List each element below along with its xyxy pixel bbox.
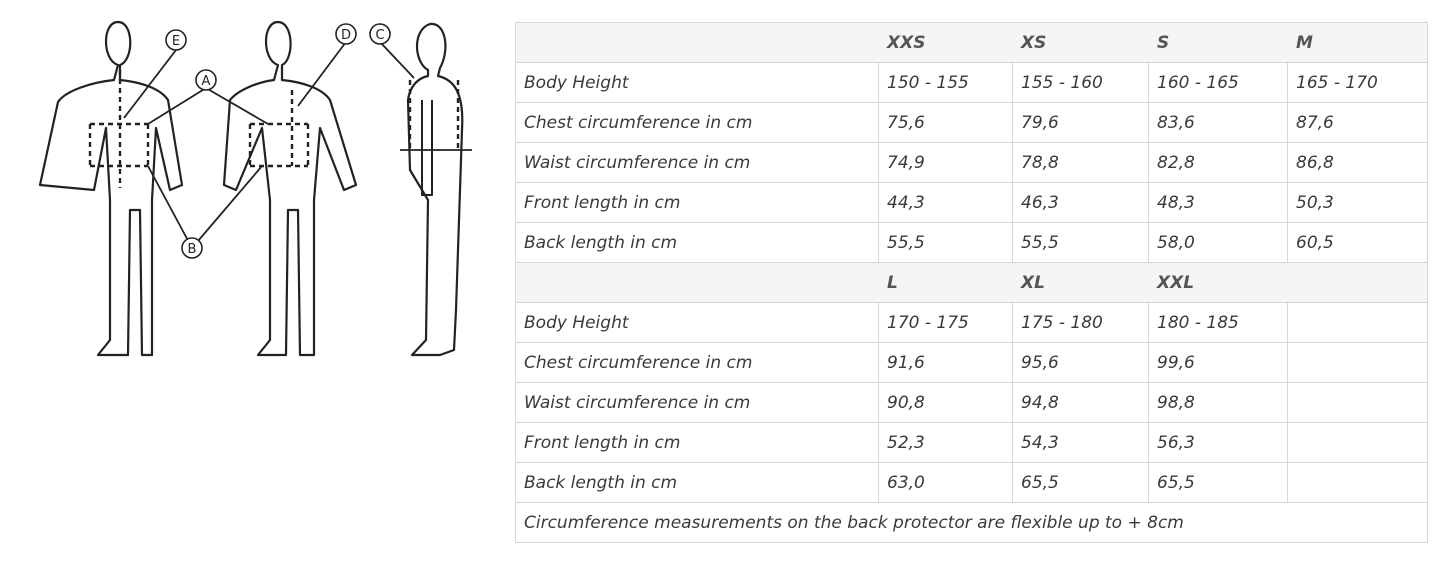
table-row bbox=[516, 183, 1428, 223]
value-cell: 55,5 bbox=[1013, 223, 1149, 263]
row-label: Chest circumference in cm bbox=[516, 103, 879, 143]
row-label: Front length in cm bbox=[516, 423, 879, 463]
note-row bbox=[516, 503, 1428, 543]
value-cell: 165 - 170 bbox=[1288, 63, 1428, 103]
value-cell: 150 - 155 bbox=[879, 63, 1013, 103]
value-cell: 52,3 bbox=[879, 423, 1013, 463]
row-label: Waist circumference in cm bbox=[516, 143, 879, 183]
row-label: Back length in cm bbox=[516, 463, 879, 503]
value-cell bbox=[1288, 463, 1428, 503]
value-cell bbox=[1288, 343, 1428, 383]
table-row bbox=[516, 383, 1428, 423]
value-cell: 55,5 bbox=[879, 223, 1013, 263]
row-label: Front length in cm bbox=[516, 183, 879, 223]
size-header-row bbox=[516, 23, 1428, 63]
body-measurement-diagram bbox=[30, 10, 490, 370]
value-cell: 54,3 bbox=[1013, 423, 1149, 463]
size-header-cell: XXL bbox=[1149, 263, 1288, 303]
value-cell: 155 - 160 bbox=[1013, 63, 1149, 103]
row-label: Chest circumference in cm bbox=[516, 343, 879, 383]
value-cell: 83,6 bbox=[1149, 103, 1288, 143]
value-cell: 79,6 bbox=[1013, 103, 1149, 143]
value-cell: 98,8 bbox=[1149, 383, 1288, 423]
value-cell: 95,6 bbox=[1013, 343, 1149, 383]
value-cell bbox=[1288, 303, 1428, 343]
value-cell: 48,3 bbox=[1149, 183, 1288, 223]
table-row bbox=[516, 463, 1428, 503]
table-row bbox=[516, 103, 1428, 143]
side-view-figure bbox=[408, 24, 462, 355]
row-label: Body Height bbox=[516, 303, 879, 343]
size-header-cell: XL bbox=[1013, 263, 1149, 303]
value-cell bbox=[1288, 383, 1428, 423]
table-row bbox=[516, 63, 1428, 103]
table-row bbox=[516, 143, 1428, 183]
value-cell: 175 - 180 bbox=[1013, 303, 1149, 343]
table-row bbox=[516, 303, 1428, 343]
value-cell: 65,5 bbox=[1149, 463, 1288, 503]
row-label: Waist circumference in cm bbox=[516, 383, 879, 423]
value-cell: 50,3 bbox=[1288, 183, 1428, 223]
size-header-cell: M bbox=[1288, 23, 1428, 63]
value-cell: 44,3 bbox=[879, 183, 1013, 223]
value-cell: 160 - 165 bbox=[1149, 63, 1288, 103]
value-cell: 63,0 bbox=[879, 463, 1013, 503]
marker-b: B bbox=[187, 242, 197, 257]
value-cell: 99,6 bbox=[1149, 343, 1288, 383]
value-cell: 170 - 175 bbox=[879, 303, 1013, 343]
value-cell: 94,8 bbox=[1013, 383, 1149, 423]
value-cell: 86,8 bbox=[1288, 143, 1428, 183]
value-cell: 91,6 bbox=[879, 343, 1013, 383]
size-header-cell: XXS bbox=[879, 23, 1013, 63]
value-cell: 78,8 bbox=[1013, 143, 1149, 183]
marker-d: D bbox=[340, 28, 352, 43]
marker-e: E bbox=[171, 34, 181, 49]
value-cell: 60,5 bbox=[1288, 223, 1428, 263]
value-cell: 46,3 bbox=[1013, 183, 1149, 223]
size-header-cell: XS bbox=[1013, 23, 1149, 63]
table-row bbox=[516, 223, 1428, 263]
footnote: Circumference measurements on the back protector are flexible up to + 8cm bbox=[516, 503, 1428, 543]
value-cell: 58,0 bbox=[1149, 223, 1288, 263]
size-chart-table bbox=[515, 22, 1428, 543]
header-blank-cell bbox=[516, 23, 879, 63]
value-cell: 180 - 185 bbox=[1149, 303, 1288, 343]
size-header-cell bbox=[1288, 263, 1428, 303]
row-label: Back length in cm bbox=[516, 223, 879, 263]
table-row bbox=[516, 423, 1428, 463]
size-header-cell: S bbox=[1149, 23, 1288, 63]
value-cell: 65,5 bbox=[1013, 463, 1149, 503]
value-cell: 90,8 bbox=[879, 383, 1013, 423]
value-cell bbox=[1288, 423, 1428, 463]
value-cell: 82,8 bbox=[1149, 143, 1288, 183]
marker-c: C bbox=[375, 28, 385, 43]
row-label: Body Height bbox=[516, 63, 879, 103]
marker-a: A bbox=[201, 74, 211, 89]
value-cell: 74,9 bbox=[879, 143, 1013, 183]
body-figures-svg bbox=[30, 10, 490, 370]
size-header-row bbox=[516, 263, 1428, 303]
size-header-cell: L bbox=[879, 263, 1013, 303]
value-cell: 87,6 bbox=[1288, 103, 1428, 143]
value-cell: 75,6 bbox=[879, 103, 1013, 143]
table-row bbox=[516, 343, 1428, 383]
header-blank-cell bbox=[516, 263, 879, 303]
value-cell: 56,3 bbox=[1149, 423, 1288, 463]
